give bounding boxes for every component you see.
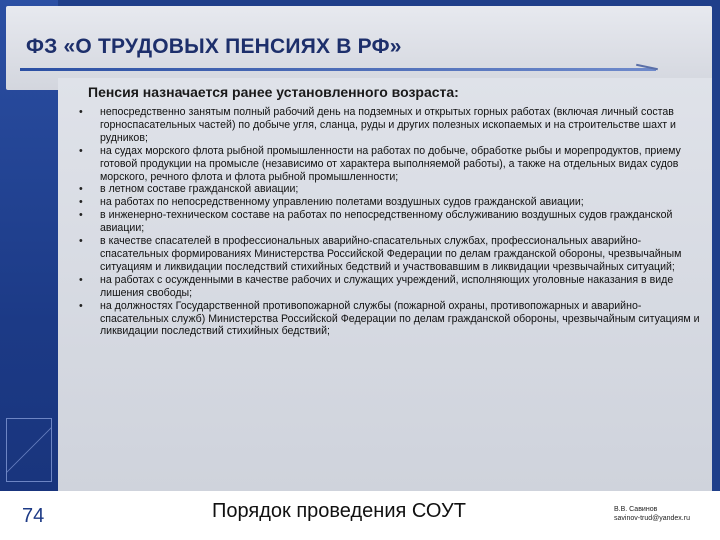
- list-item: • на судах морского флота рыбной промышленности на работах по добыче, обработке рыбы и морепродуктов, приему готовой продукции на промысле (независимо от характера выполняемой работы), а также на отдельных видах судов морского, речного флота и флота рыбной промышленности;: [74, 145, 708, 184]
- author-email: savinov-trud@yandex.ru: [614, 515, 690, 522]
- list-item: • непосредственно занятым полный рабочий день на подземных и открытых горных работах (включая личный состав горноспасательных частей) по добыче угля, сланца, руды и других полезных ископаемых и на строительстве шахт и рудников;: [74, 106, 708, 145]
- author-name: В.В. Савинов: [614, 506, 658, 513]
- list-item: • в качестве спасателей в профессиональных аварийно-спасательных службах, профессиональных аварийно-спасательных формированиях Министерства Российской Федерации по делам гражданской обороны, чрезвычайным ситуациям и ликвидации последствий стихийных бедствий и участвовавшим в ликвидации чрезвычайных ситуаций;: [74, 235, 708, 274]
- pension-conditions-list: [74, 106, 708, 338]
- list-item: • в инженерно-техническом составе на работах по непосредственному обслуживанию воздушных судов гражданской авиации;: [74, 209, 708, 235]
- list-item: • в летном составе гражданской авиации;: [74, 183, 708, 196]
- list-item: • на работах по непосредственному управлению полетами воздушных судов гражданской авиации;: [74, 196, 708, 209]
- list-item: • на должностях Государственной противопожарной службы (пожарной охраны, противопожарных и аварийно-спасательных служб) Министерства Российской Федерации по делам гражданской обороны, чрезвычайным ситуациям и ликвидации последствий стихийных бедствий;: [74, 300, 708, 339]
- footer-title: Порядок проведения СОУТ: [212, 500, 466, 522]
- header-underline: [20, 68, 656, 71]
- author-block: [614, 505, 690, 523]
- list-item: • на работах с осужденными в качестве рабочих и служащих учреждений, исполняющих уголовные наказания в виде лишения свободы;: [74, 274, 708, 300]
- list-heading: Пенсия назначается ранее установленного возраста:: [88, 84, 459, 100]
- slide-title: ФЗ «О ТРУДОВЫХ ПЕНСИЯХ В РФ»: [26, 35, 402, 58]
- decorative-diamond: [6, 418, 52, 482]
- page-number: 74: [22, 505, 45, 527]
